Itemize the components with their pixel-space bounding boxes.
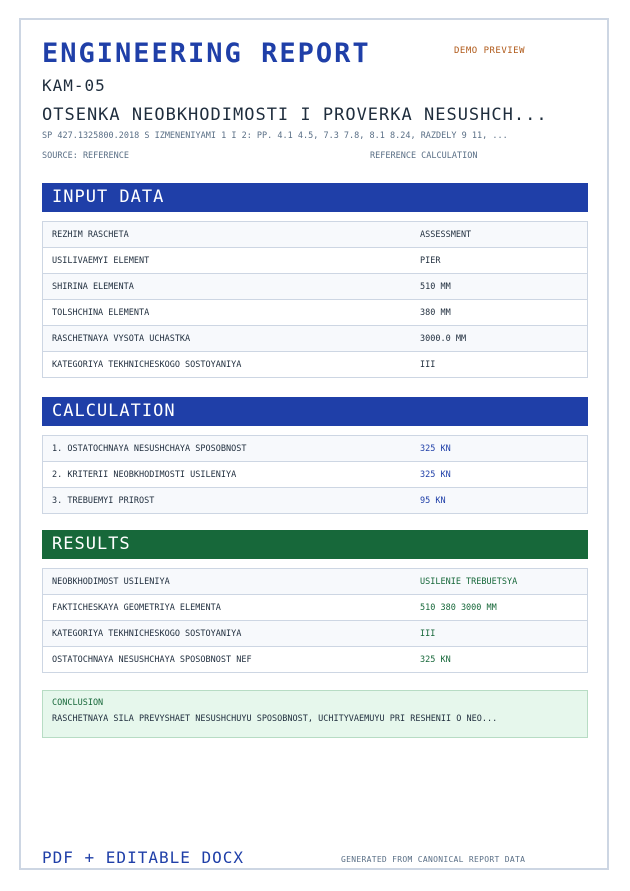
row-label: RASCHETNAYA VYSOTA UCHASTKA bbox=[52, 334, 191, 344]
row-label: OSTATOCHNAYA NESUSHCHAYA SPOSOBNOST NEF bbox=[52, 655, 252, 665]
normative-references: SP 427.1325800.2018 S IZMENENIYAMI 1 I 2: PP. 4.1 4.5, 7.3 7.8, 8.1 8.24, RAZDELY 9 11, ... bbox=[42, 131, 508, 141]
row-value: 3000.0 MM bbox=[420, 334, 467, 344]
row-label: 3. TREBUEMYI PRIROST bbox=[52, 496, 155, 506]
row-value: 380 MM bbox=[420, 308, 451, 318]
input-data-table bbox=[42, 221, 588, 378]
row-value: 325 KN bbox=[420, 470, 451, 480]
results-heading: RESULTS bbox=[42, 530, 588, 559]
table-row bbox=[42, 594, 588, 621]
table-row bbox=[42, 299, 588, 326]
table-row bbox=[42, 435, 588, 462]
row-label: REZHIM RASCHETA bbox=[52, 230, 129, 240]
footer-note: GENERATED FROM CANONICAL REPORT DATA bbox=[341, 855, 526, 864]
row-value: III bbox=[420, 629, 436, 639]
row-value: III bbox=[420, 360, 436, 370]
conclusion-box bbox=[42, 690, 588, 738]
demo-badge: DEMO PREVIEW bbox=[454, 46, 526, 56]
row-value: 325 KN bbox=[420, 444, 451, 454]
table-row bbox=[42, 568, 588, 595]
conclusion-text: RASCHETNAYA SILA PREVYSHAET NESUSHCHUYU SPOSOBNOST, UCHITYVAEMUYU PRI RESHENII O NEO... bbox=[52, 714, 498, 724]
table-row bbox=[42, 620, 588, 647]
row-label: SHIRINA ELEMENTA bbox=[52, 282, 134, 292]
row-label: 2. KRITERII NEOBKHODIMOSTI USILENIYA bbox=[52, 470, 237, 480]
table-row bbox=[42, 325, 588, 352]
row-value: 325 KN bbox=[420, 655, 451, 665]
footer-formats: PDF + EDITABLE DOCX bbox=[42, 848, 245, 867]
table-row bbox=[42, 487, 588, 514]
table-row bbox=[42, 461, 588, 488]
table-row bbox=[42, 646, 588, 673]
report-subtitle: OTSENKA NEOBKHODIMOSTI I PROVERKA NESUSHCH... bbox=[42, 105, 548, 125]
input-data-heading: INPUT DATA bbox=[42, 183, 588, 212]
row-label: NEOBKHODIMOST USILENIYA bbox=[52, 577, 170, 587]
report-page bbox=[19, 18, 609, 870]
row-label: KATEGORIYA TEKHNICHESKOGO SOSTOYANIYA bbox=[52, 629, 242, 639]
row-label: FAKTICHESKAYA GEOMETRIYA ELEMENTA bbox=[52, 603, 221, 613]
row-value: PIER bbox=[420, 256, 441, 266]
results-table bbox=[42, 568, 588, 673]
row-value: ASSESSMENT bbox=[420, 230, 472, 240]
table-row bbox=[42, 273, 588, 300]
row-label: 1. OSTATOCHNAYA NESUSHCHAYA SPOSOBNOST bbox=[52, 444, 247, 454]
conclusion-label: CONCLUSION bbox=[52, 698, 104, 708]
calculation-table bbox=[42, 435, 588, 514]
row-value: 510 MM bbox=[420, 282, 451, 292]
report-title: ENGINEERING REPORT bbox=[42, 38, 371, 69]
row-label: USILIVAEMYI ELEMENT bbox=[52, 256, 150, 266]
source-label: SOURCE: REFERENCE bbox=[42, 151, 129, 161]
calculation-type: REFERENCE CALCULATION bbox=[370, 151, 478, 161]
row-value: 95 KN bbox=[420, 496, 446, 506]
report-code: KAM-05 bbox=[42, 76, 106, 95]
table-row bbox=[42, 351, 588, 378]
row-label: TOLSHCHINA ELEMENTA bbox=[52, 308, 150, 318]
row-value: USILENIE TREBUETSYA bbox=[420, 577, 518, 587]
table-row bbox=[42, 221, 588, 248]
row-value: 510 380 3000 MM bbox=[420, 603, 497, 613]
row-label: KATEGORIYA TEKHNICHESKOGO SOSTOYANIYA bbox=[52, 360, 242, 370]
table-row bbox=[42, 247, 588, 274]
calculation-heading: CALCULATION bbox=[42, 397, 588, 426]
